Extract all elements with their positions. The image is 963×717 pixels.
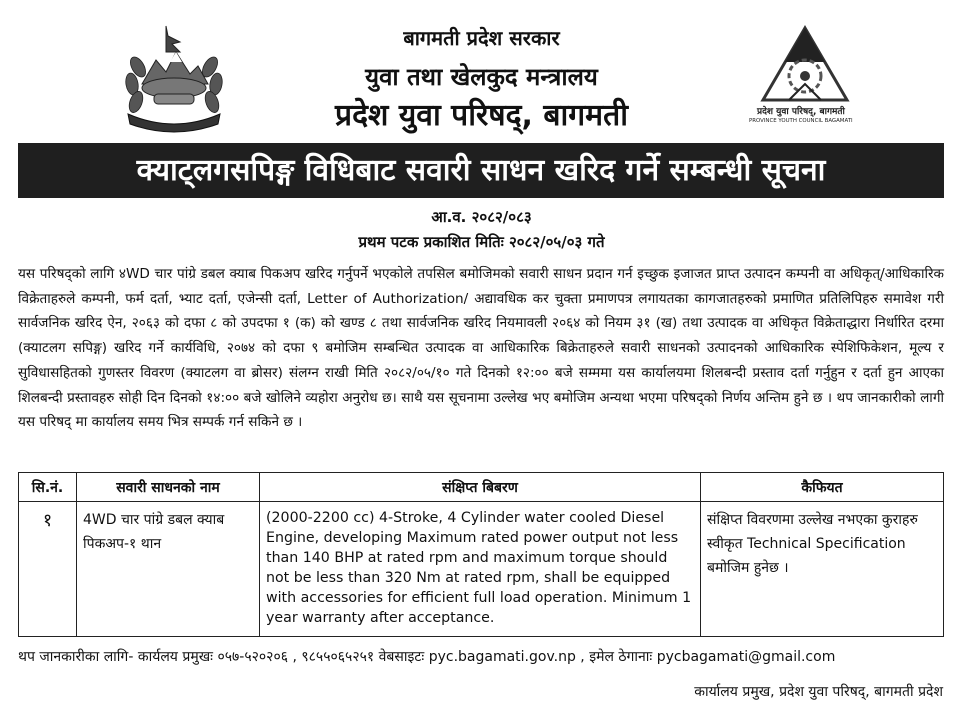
logo-caption-english: PROVINCE YOUTH COUNCIL BAGAMATI [749,118,853,124]
col-header-remarks: कैफियत [701,473,944,502]
table-row [19,502,944,637]
cell-sn: १ [19,502,77,637]
cell-remarks: संक्षिप्त विवरणमा उल्लेख नभएका कुराहरु स्वीकृत Technical Specification बमोजिम हुनेछ । [701,502,944,637]
notice-title-banner: क्याट्लगसपिङ्ग विधिबाट सवारी साधन खरिद गर्ने सम्बन्धी सूचना [18,143,944,198]
ministry-heading: युवा तथा खेलकुद मन्त्रालय [365,63,598,91]
government-heading: बागमती प्रदेश सरकार [403,26,560,50]
signature-line: कार्यालय प्रमुख, प्रदेश युवा परिषद्, बागमती प्रदेश [694,684,943,700]
fiscal-year: आ.व. २०८२/०८३ [431,208,532,226]
cell-description: (2000-2200 cc) 4-Stroke, 4 Cylinder water cooled Diesel Engine, developing Maximum rated power output not less than 140 BHP at rated rpm and maximum torque should not be less than 320 Nm at rated rpm, shall be equipped with accessories for efficient full load operation. Minimum 1 year warranty after acceptance. [260,502,701,637]
cell-vehicle-name: 4WD चार पांग्रे डबल क्याब पिकअप-१ थान [77,502,260,637]
table-header-row [19,473,944,502]
notice-body: यस परिषद्को लागि ४WD चार पांग्रे डबल क्याब पिकअप खरिद गर्नुपर्ने भएकोले तपसिल बमोजिमको सवारी साधन प्रदान गर्न इच्छुक इजाजत प्राप्त उत्पादन कम्पनी वा अधिकृत्/आधिकारिक विक्रेताहरुले कम्पनी, फर्म दर्ता, भ्याट दर्ता, एजेन्सी दर्ता, Letter of Authorization/ अद्यावधिक कर चुक्ता प्रमाणपत्र लगायतका कागजातहरुको प्रमाणित प्रतिलिपिहरु समावेश गरी सार्वजनिक खरिद ऐन, २०६३ को दफा ८ को उपदफा १ (क) को खण्ड ८ तथा सार्वजनिक खरिद नियमावली २०६४ को नियम ३१ (ख) तथा उत्पादक वा अधिकृत विक्रेताद्धारा निर्धारित दरमा (क्याटलग सपिङ्ग) खरिद गर्ने कार्यविधि, २०७४ को दफा ९ बमोजिम सम्बन्धित उत्पादक वा आधिकारिक बिक्रेताहरुले सवारी साधनको उत्पादनको आधिकारिक स्पेशिफिकेशन, मूल्य र सुविधासहितको गुणस्तर विवरण (क्याटलग वा ब्रोसर) संलग्न राखी मिति २०८२/०५/१० गते दिनको १२:०० बजे सम्ममा यस कार्यालयमा शिलबन्दी प्रस्ताव दर्ता गर्नुहुन र दर्ता हुन आएका शिलबन्दी प्रस्तावहरु सोही दिन दिनको १४:०० बजे खोलिने व्यहोरा अनुरोध छ। साथै यस सूचनामा उल्लेख भए बमोजिम अन्यथा भएमा परिषद्को निर्णय अन्तिम हुने छ । थप जानकारीको लागी यस परिषद् मा कार्यालय समय भित्र सम्पर्क गर्न सकिने छ । [18,266,944,431]
col-header-vehicle-name: सवारी साधनको नाम [77,473,260,502]
council-heading: प्रदेश युवा परिषद्, बागमती [335,98,628,133]
vehicle-table [18,472,944,637]
publication-date: प्रथम पटक प्रकाशित मितिः २०८२/०५/०३ गते [358,233,605,251]
col-header-sn: सि.नं. [19,473,77,502]
col-header-description: संक्षिप्त बिबरण [260,473,701,502]
contact-info: थप जानकारीका लागि- कार्यलय प्रमुखः ०५७-५२०२०६ , ९८५५०६५२५१ वेबसाइटः pyc.bagamati.gov.np , इमेल ठेगानाः pycbagamati@gmail.com [18,649,836,665]
logo-caption-nepali: प्रदेश युवा परिषद्, बागमती [757,107,845,117]
